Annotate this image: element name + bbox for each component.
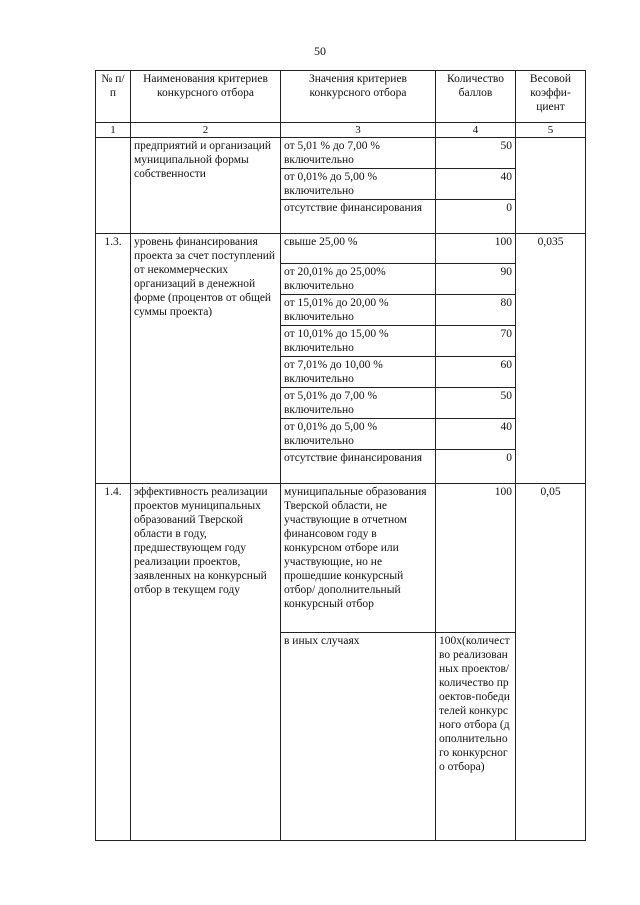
- table-row: [96, 138, 586, 169]
- criterion-value: от 0,01% до 5,00 % включительно: [281, 169, 436, 200]
- criterion-points: 100: [436, 484, 516, 633]
- page-number: 50: [314, 44, 326, 58]
- criterion-value: от 20,01% до 25,00% включительно: [281, 264, 436, 295]
- criterion-points: 70: [436, 326, 516, 357]
- criterion-value: от 0,01% до 5,00 % включительно: [281, 419, 436, 450]
- table-row: [96, 234, 586, 264]
- criterion-points: 50: [436, 138, 516, 169]
- criterion-points: 40: [436, 419, 516, 450]
- criterion-points: 50: [436, 388, 516, 419]
- criterion-value: муниципальные образования Тверской области, не участвующие в отчетном финансовом году в конкурсном отборе или участвующие, но не прошедшие конкурсный отбор/ дополнительный конкурсный отбор: [281, 484, 436, 633]
- criterion-points: 40: [436, 169, 516, 200]
- column-index-row: [96, 123, 586, 138]
- column-index: 3: [281, 123, 436, 138]
- column-index: 2: [131, 123, 281, 138]
- column-index: 4: [436, 123, 516, 138]
- row-number-cell: [96, 138, 131, 234]
- criterion-value: от 7,01% до 10,00 % включительно: [281, 357, 436, 388]
- table-row: [96, 484, 586, 633]
- criterion-name: предприятий и организаций муниципальной формы собственности: [131, 138, 281, 234]
- header-criteria-name: Наименования критериев конкурсного отбора: [131, 71, 281, 123]
- row-number: 1.3.: [96, 234, 131, 484]
- criterion-name: уровень финансирования проекта за счет поступлений от некоммерческих организаций в денежной форме (процентов от общей суммы проекта): [131, 234, 281, 484]
- criterion-points: 0: [436, 200, 516, 234]
- header-points: Количество баллов: [436, 71, 516, 123]
- criterion-points: 0: [436, 450, 516, 484]
- criteria-table: [95, 70, 586, 841]
- criterion-weight: 0,05: [516, 484, 586, 841]
- criterion-points: 90: [436, 264, 516, 295]
- criterion-value: в иных случаях: [281, 633, 436, 841]
- table-header-row: [96, 71, 586, 123]
- header-criteria-values: Значения критериев конкурсного отбора: [281, 71, 436, 123]
- criterion-value: от 10,01% до 15,00 % включительно: [281, 326, 436, 357]
- criterion-weight: [516, 138, 586, 234]
- criterion-name: эффективность реализации проектов муниципальных образований Тверской области в году, предшествующем году реализации проектов, заявленных на конкурсный отбор в текущем году: [131, 484, 281, 841]
- column-index: 1: [96, 123, 131, 138]
- criterion-value: свыше 25,00 %: [281, 234, 436, 264]
- header-number: № п/п: [96, 71, 131, 123]
- header-weight: Весовой коэффи-циент: [516, 71, 586, 123]
- column-index: 5: [516, 123, 586, 138]
- criterion-points: 80: [436, 295, 516, 326]
- criterion-value: от 5,01 % до 7,00 % включительно: [281, 138, 436, 169]
- criterion-points: 60: [436, 357, 516, 388]
- criterion-points: 100х(количество реализованных проектов/количество проектов-победителей конкурсного отбора (дополнительного конкурсного отбора): [436, 633, 516, 841]
- criterion-weight: 0,035: [516, 234, 586, 484]
- criterion-value: отсутствие финансирования: [281, 200, 436, 234]
- criterion-value: от 5,01% до 7,00 % включительно: [281, 388, 436, 419]
- row-number: 1.4.: [96, 484, 131, 841]
- criterion-points: 100: [436, 234, 516, 264]
- criterion-value: отсутствие финансирования: [281, 450, 436, 484]
- criterion-value: от 15,01% до 20,00 % включительно: [281, 295, 436, 326]
